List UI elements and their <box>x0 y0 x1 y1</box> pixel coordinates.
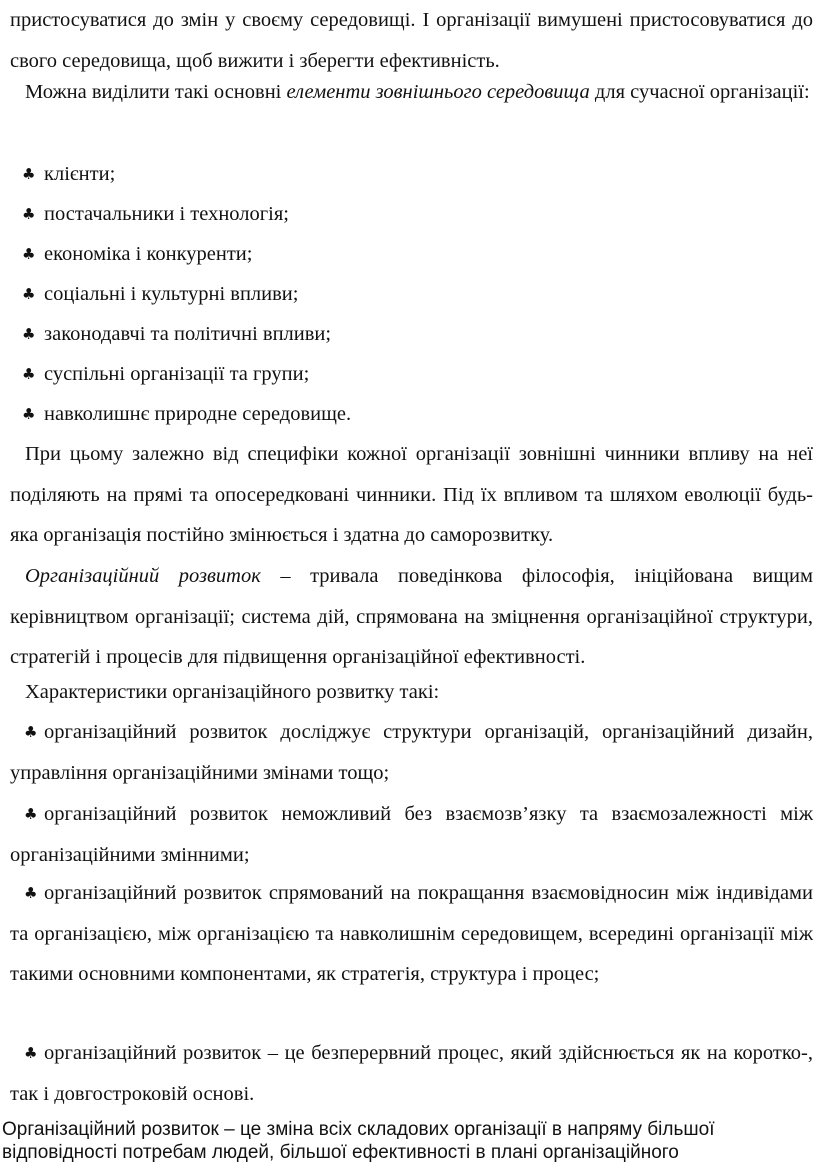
club-bullet-icon: ♣ <box>22 325 36 343</box>
list-item-text: економіка і конкуренти; <box>44 243 253 265</box>
list-item-text: постачальники і технологія; <box>44 203 289 225</box>
list-item-text: законодавчі та політичні впливи; <box>44 323 332 345</box>
club-bullet-icon: ♣ <box>22 285 36 303</box>
closing-paragraph: Організаційний розвиток – це зміна всіх складових організації в напряму більшої відповідності потребам людей, більшої ефективності в плані організаційного <box>2 1119 715 1163</box>
list-item <box>10 154 813 195</box>
list-item-text: навколишнє природне середовище. <box>44 403 352 425</box>
list-item <box>10 394 813 435</box>
list-item-text: організаційний розвиток – це безперервний процес, який здійснюється як на коротко-, так і довгостроковій основі. <box>10 1042 813 1105</box>
list-item <box>10 234 813 275</box>
list-item <box>10 194 813 235</box>
club-bullet-icon: ♣ <box>24 1044 38 1062</box>
club-bullet-icon: ♣ <box>22 365 36 383</box>
list-item <box>10 354 813 395</box>
list-item <box>10 712 813 793</box>
list-item <box>10 314 813 355</box>
club-bullet-icon: ♣ <box>24 723 38 741</box>
paragraph-factors: При цьому залежно від специфіки кожної організації зовнішні чинники впливу на неї поділяють на прямі та опосередковані чинники. Під їх впливом та шляхом еволюції будь-яка організація постійно змінюється і здатна до саморозвитку. <box>10 443 813 546</box>
environment-intro-start: Можна виділити такі основні <box>25 81 287 103</box>
development-term: Організаційний розвиток <box>25 565 261 587</box>
club-bullet-icon: ♣ <box>22 205 36 223</box>
paragraph-definition <box>10 556 813 678</box>
paragraph-characteristics-intro: Характеристики організаційного розвитку такі: <box>25 681 440 703</box>
list-item <box>10 274 813 315</box>
list-item-text: суспільні організації та групи; <box>44 363 310 385</box>
list-item-text: організаційний розвиток досліджує структури організацій, організаційний дизайн, управління організаційними змінами тощо; <box>10 721 813 784</box>
list-item-text: організаційний розвиток спрямований на покращання взаємовідносин між індивідами та організацією, між організацією та навколишнім середовищем, всередині організації між такими основними компонентами, як стратегія, структура і процес; <box>10 882 813 985</box>
list-item-text: організаційний розвиток неможливий без взаємозв’язку та взаємозалежності між організаційними змінними; <box>10 803 813 866</box>
list-item <box>10 873 813 995</box>
club-bullet-icon: ♣ <box>22 245 36 263</box>
list-item <box>10 1033 813 1114</box>
club-bullet-icon: ♣ <box>22 165 36 183</box>
definition-text: – тривала поведінкова філософія, ініційована вищим керівництвом організації; система дій, спрямована на зміцнення організаційної структури, стратегій і процесів для підвищення організаційної ефективності. <box>10 565 813 668</box>
club-bullet-icon: ♣ <box>22 405 36 423</box>
paragraph-environment-intro <box>10 72 813 113</box>
environment-term: елементи зовнішнього середовища <box>286 81 590 103</box>
club-bullet-icon: ♣ <box>24 884 38 902</box>
list-item-text: клієнти; <box>44 163 116 185</box>
environment-intro-end: для сучасної організації: <box>589 81 810 103</box>
paragraph-adaptation: пристосуватися до змін у своєму середовищі. І організації вимушені пристосовуватися до свого середовища, щоб вижити і зберегти ефективність. <box>10 9 813 72</box>
list-item-text: соціальні і культурні впливи; <box>44 283 299 305</box>
club-bullet-icon: ♣ <box>24 805 38 823</box>
list-item <box>10 794 813 875</box>
